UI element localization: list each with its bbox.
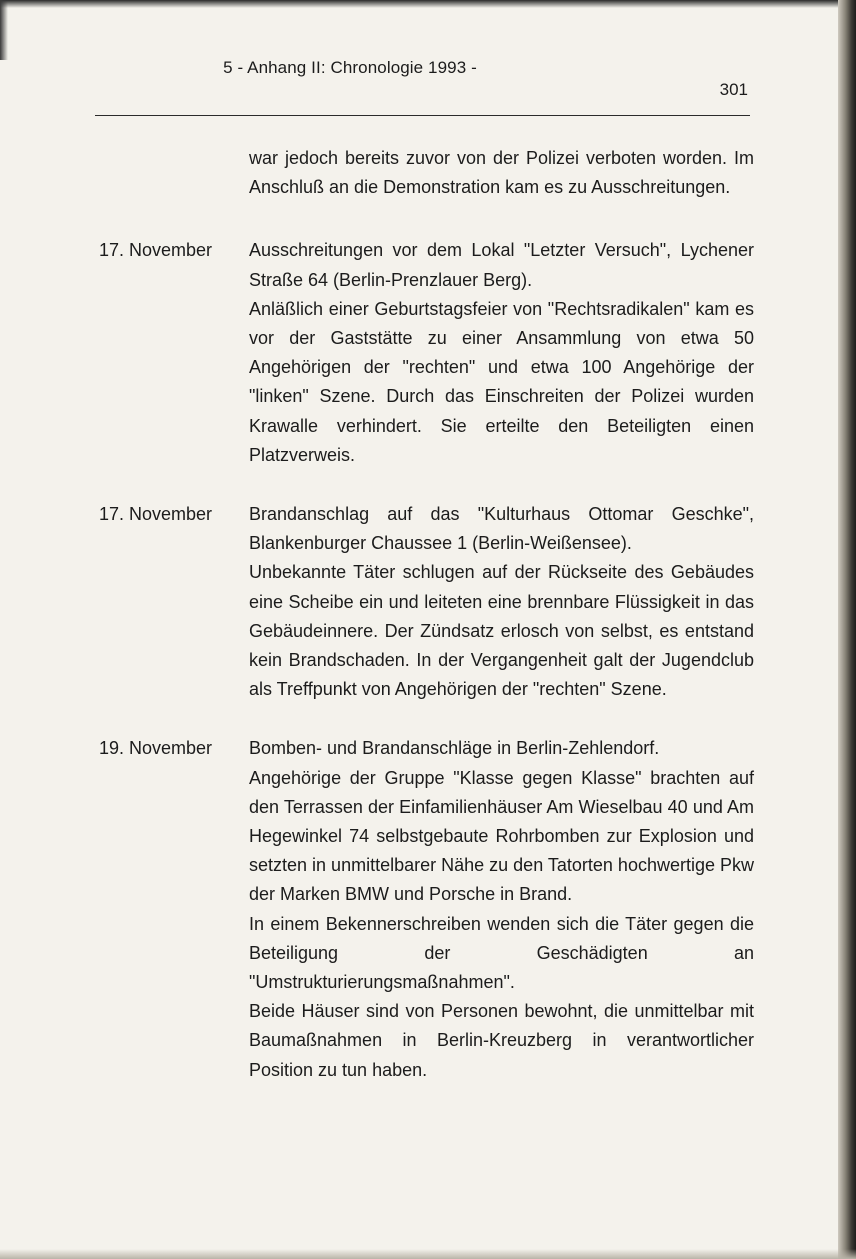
page-number: 301 [719,80,748,99]
scan-bottom-shadow [0,1249,856,1259]
entry-paragraph: Beide Häuser sind von Personen bewohnt, die unmittelbar mit Baumaßnahmen in Berlin-Kreuzberg in verantwortlicher Position zu tun haben. [249,1001,754,1080]
entry-paragraph: Anläßlich einer Geburtstagsfeier von "Rechtsradikalen" kam es vor der Gaststätte zu einer Ansammlung von etwa 50 Angehörigen der "rechten" und etwa 100 Angehörige der "linken" Szene. Durch das Einschreiten der Polizei wurden Krawalle verhindert. Sie erteilte den Beteiligten einen Platzverweis. [249,298,754,465]
continued-entry [95,144,755,202]
entry-text [249,500,754,704]
entry-date-empty [95,144,249,202]
book-spine-edge [838,0,856,1259]
scan-top-shadow [0,0,856,8]
entry-paragraph: In einem Bekennerschreiben wenden sich die Täter gegen die Beteiligung der Geschädigten an "Umstrukturierungsmaßnahmen". [249,913,754,993]
entry-paragraph: Bomben- und Brandanschläge in Berlin-Zehlendorf. [249,738,660,759]
chronology-entry [95,500,755,704]
entry-date: 17. November [99,240,213,261]
entry-paragraph: Brandanschlag auf das "Kulturhaus Ottomar Geschke", Blankenburger Chaussee 1 (Berlin-Weißensee). [249,504,754,554]
entry-text [249,144,754,202]
chronology-entry [95,236,755,470]
header-rule [95,115,750,116]
chronology-entry [95,734,755,1084]
entry-paragraph: Unbekannte Täter schlugen auf der Rückseite des Gebäudes eine Scheibe ein und leiteten eine brennbare Flüssigkeit in das Gebäudeinnere. Der Zündsatz erlosch von selbst, es entstand kein Brandschaden. In der Vergangenheit galt der Jugendclub als Treffpunkt von Angehörigen der "rechten" Szene. [249,562,754,700]
entry-paragraph: Ausschreitungen vor dem Lokal "Letzter Versuch", Lychener Straße 64 (Berlin-Prenzlauer Berg). [249,240,754,290]
scan-left-shadow [0,0,8,60]
entry-date: 19. November [99,738,213,759]
entry-paragraph: Angehörige der Gruppe "Klasse gegen Klasse" brachten auf den Terrassen der Einfamilienhäuser Am Wieselbau 40 und Am Hegewinkel 74 selbstgebaute Rohrbomben zur Explosion und setzten in unmittelbarer Nähe zu den Tatorten hochwertige Pkw der Marken BMW und Porsche in Brand. [249,767,754,905]
entry-text [249,236,754,470]
running-header: 5 - Anhang II: Chronologie 1993 - [223,58,477,77]
entry-paragraph: war jedoch bereits zuvor von der Polizei verboten worden. Im Anschluß an die Demonstration kam es zu Ausschreitungen. [249,148,754,198]
entry-date: 17. November [99,504,213,525]
chronology-content [95,144,755,1115]
entry-text [249,734,754,1084]
